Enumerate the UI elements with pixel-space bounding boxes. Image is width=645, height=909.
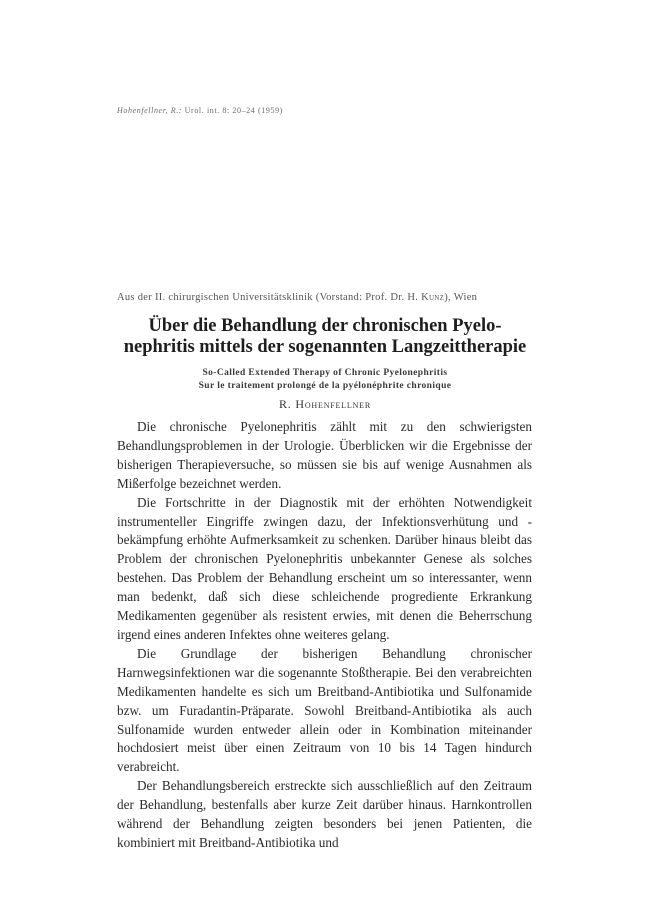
paragraph-3: Die Grundlage der bisherigen Behandlung chronischer Harnwegsinfektionen war die sogenannte Stoßtherapie. Bei den verabreichten Medikamenten handelte es sich um Breitband-Antibiotika und Sulfonamide bzw. um Furadantin-Präparate. Sowohl Breitband-Antibiotika als auch Sulfonamide wurden entweder allein oder in Kombination miteinander hochdosiert meist über einen Zeitraum von 10 bis 14 Tagen hindurch verabreicht.	[117, 645, 532, 775]
article-body	[117, 418, 532, 853]
affiliation-head-name: Kunz	[421, 292, 445, 303]
citation-journal: Urol. int. 8: 20–24 (1959)	[182, 106, 283, 115]
author-line	[110, 397, 540, 412]
article-title-line-2: nephritis mittels der sogenannten Langzeittherapie	[123, 337, 527, 357]
author-name: Hohenfellner	[295, 397, 371, 411]
author-initial: R.	[278, 397, 296, 411]
paragraph-4: Der Behandlungsbereich erstreckte sich ausschließlich auf den Zeitraum der Behandlung, bestenfalls aber kurze Zeit darüber hinaus. Harnkontrollen während der Behandlung zeigten besonders bei jenen Patienten, die kombiniert mit Breitband-Antibiotika und	[117, 778, 532, 850]
affiliation-suffix: ), Wien	[444, 292, 478, 303]
citation-author: Hohenfellner, R.:	[117, 106, 183, 115]
article-title-line-1: Über die Behandlung der chronischen Pyelo-	[148, 316, 502, 336]
paragraph-2: Die Fortschritte in der Diagnostik mit der erhöhten Notwendigkeit instrumenteller Eingriffe zwingen dazu, der Infektionsverhütung und -bekämpfung erhöhte Aufmerksamkeit zu schenken. Darüber hinaus bleibt das Problem der chronischen Pyelonephritis unbekannter Genese als solches bestehen. Das Problem der Behandlung erscheint um so interessanter, wenn man bedenkt, daß sich diese schleichende progrediente Erkrankung Medikamenten gegenüber als resistent erwies, mit denen die Beherrschung irgend eines anderen Infektes ohne weiteres gelang.	[117, 494, 532, 642]
paragraph-1: Die chronische Pyelonephritis zählt mit zu den schwierigsten Behandlungsproblemen in der Urologie. Überblicken wir die Ergebnisse der bisherigen Therapieversuche, so müssen sie bis auf wenige Ausnahmen als Mißerfolge bezeichnet werden.	[117, 419, 532, 491]
article-title	[110, 316, 540, 358]
citation-header	[117, 106, 283, 115]
translated-titles	[110, 367, 540, 393]
french-title: Sur le traitement prolongé de la pyélonéphrite chronique	[198, 381, 452, 391]
affiliation-line	[117, 292, 532, 303]
english-title: So-Called Extended Therapy of Chronic Pyelonephritis	[202, 368, 448, 378]
affiliation-prefix: Aus der II. chirurgischen Universitätsklinik (Vorstand: Prof. Dr. H.	[117, 292, 422, 303]
